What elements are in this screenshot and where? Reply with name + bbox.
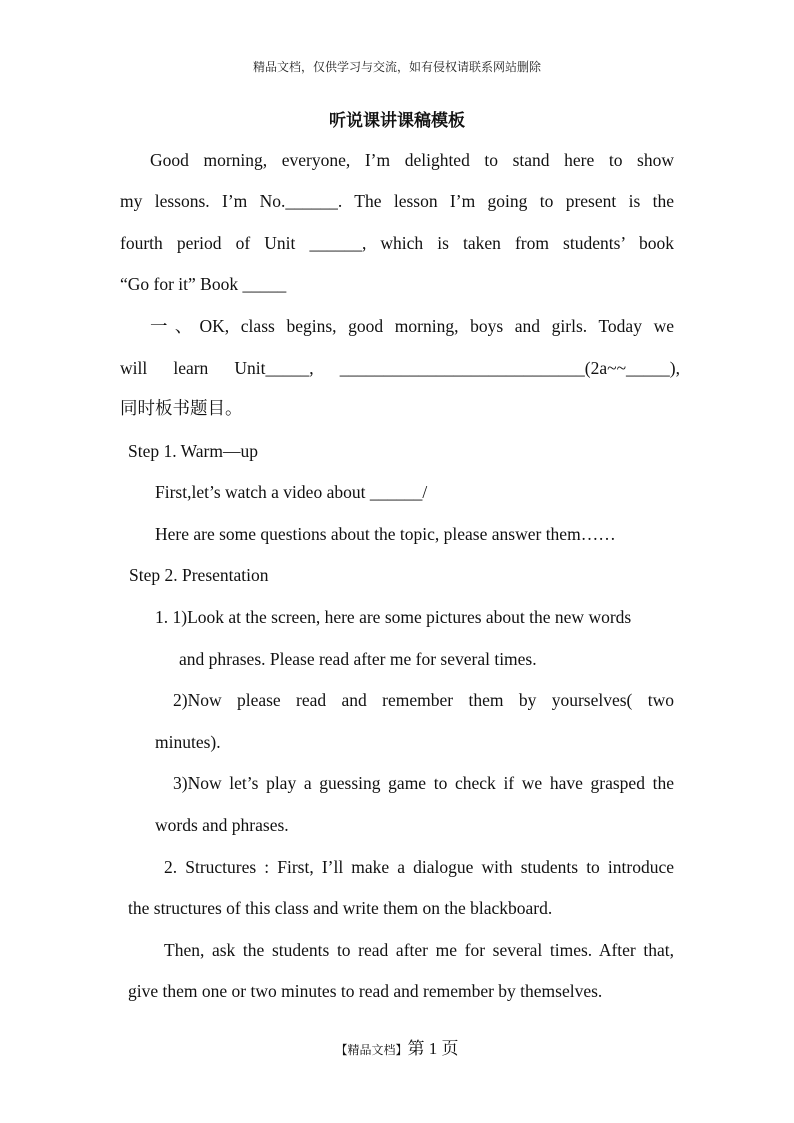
intro-line-2: my lessons. I’m No.______. The lesson I’m going to present is the xyxy=(120,191,674,211)
section1-line-1: 一、OK, class begins, good morning, boys and girls. Today we xyxy=(150,316,674,336)
step2-item1-line-f: words and phrases. xyxy=(155,815,289,835)
intro-line-4: “Go for it” Book _____ xyxy=(120,274,287,294)
step2-item1-line-b: and phrases. Please read after me for several times. xyxy=(179,649,537,669)
page-header: 精品文档，仅供学习与交流，如有侵权请联系网站删除 xyxy=(252,60,541,74)
step2-item2-line-c: Then, ask the students to read after me for several times. After that, xyxy=(164,940,674,960)
intro-line-3: fourth period of Unit ______, which is taken from students’ book xyxy=(120,233,674,253)
step2-item2-line-a: 2. Structures : First, I’ll make a dialogue with students to introduce xyxy=(164,857,674,877)
step1-line-2: Here are some questions about the topic, please answer them…… xyxy=(155,524,616,544)
step2-item1-line-d: minutes). xyxy=(155,732,221,752)
footer-tag: 【精品文档】 xyxy=(335,1043,408,1057)
step2-item2-line-b: the structures of this class and write them on the blackboard. xyxy=(128,898,553,918)
step2-item1-line-a: 1. 1)Look at the screen, here are some pictures about the new words xyxy=(155,607,632,627)
section1-line-3: 同时板书题目。 xyxy=(120,399,243,419)
step2-item1-line-e: 3)Now let’s play a guessing game to check if we have grasped the xyxy=(173,773,674,793)
document-title: 听说课讲课稿模板 xyxy=(329,111,465,131)
step1-heading: Step 1. Warm—up xyxy=(128,441,258,461)
step2-item1-line-c: 2)Now please read and remember them by yourselves( two xyxy=(173,690,674,710)
page-number: 第 1 页 xyxy=(407,1039,459,1058)
step2-heading: Step 2. Presentation xyxy=(129,565,269,585)
intro-line-1: Good morning, everyone, I’m delighted to stand here to show xyxy=(150,150,674,170)
page-footer xyxy=(0,1034,794,1059)
section1-line-2: will learn Unit_____, ____________________________(2a~~_____), xyxy=(120,358,680,378)
step2-item2-line-d: give them one or two minutes to read and remember by themselves. xyxy=(128,981,603,1001)
step1-line-1: First,let’s watch a video about ______/ xyxy=(155,482,428,502)
